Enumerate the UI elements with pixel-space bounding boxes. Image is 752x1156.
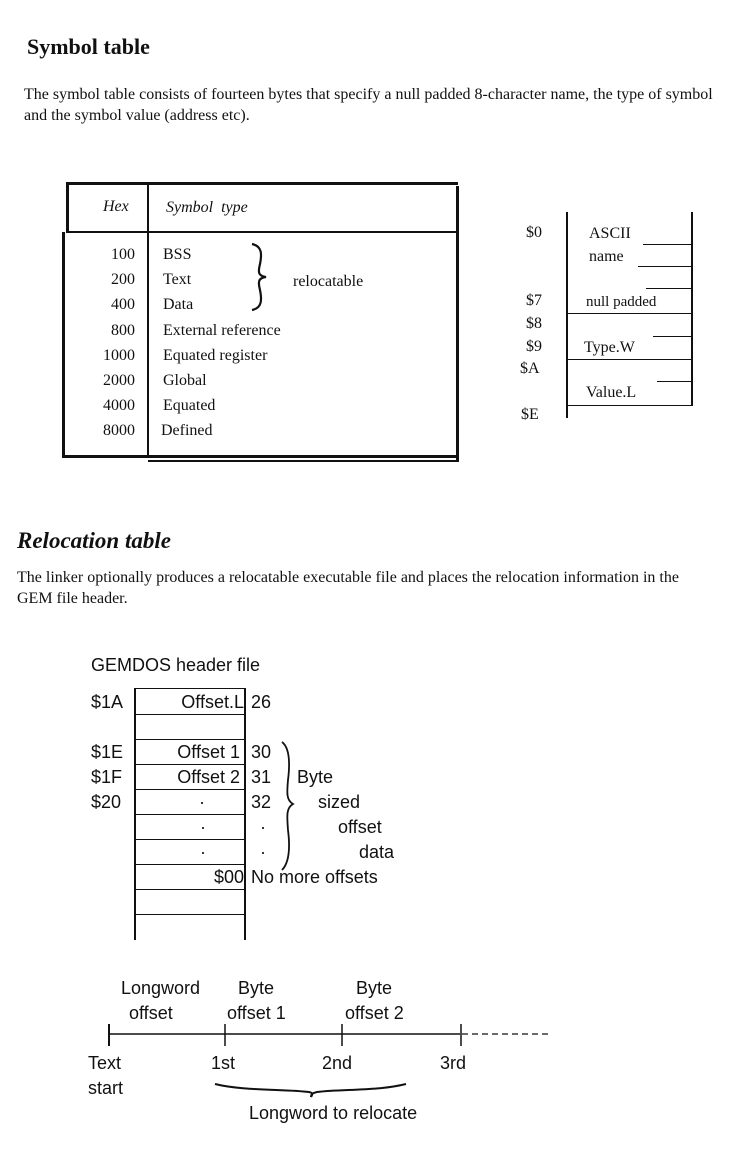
field-label: name bbox=[589, 248, 624, 265]
hex-cell: 4000 bbox=[103, 397, 135, 414]
header-offset-label: $1F bbox=[91, 767, 123, 787]
header-offset-label: $1E bbox=[91, 742, 124, 762]
header-cell: Offset 1 bbox=[177, 742, 240, 762]
type-cell: Defined bbox=[161, 422, 213, 439]
offset-label: $9 bbox=[526, 338, 542, 355]
relocatable-label: relocatable bbox=[293, 273, 364, 290]
type-cell: External reference bbox=[163, 322, 281, 339]
brace-word: offset bbox=[338, 817, 382, 837]
timeline-label: offset 1 bbox=[227, 1003, 286, 1023]
timeline-label: Byte bbox=[356, 978, 393, 998]
type-cell: Equated bbox=[163, 397, 216, 414]
field-label: ASCII bbox=[589, 225, 631, 242]
hex-cell: 800 bbox=[111, 322, 135, 339]
type-cell: BSS bbox=[163, 246, 192, 263]
offset-label: $0 bbox=[526, 224, 542, 241]
field-label: Value.L bbox=[586, 384, 637, 401]
header-cell: $00 bbox=[213, 867, 244, 887]
diagram-title: GEMDOS header file bbox=[91, 655, 261, 675]
hex-header: Hex bbox=[103, 198, 129, 215]
header-cell: · bbox=[199, 792, 205, 812]
header-cell: · bbox=[200, 842, 206, 862]
hex-cell: 400 bbox=[111, 296, 135, 313]
type-cell: Data bbox=[163, 296, 194, 313]
type-cell: Equated register bbox=[163, 347, 268, 364]
timeline-label: Longword bbox=[121, 978, 201, 998]
timeline-label: 3rd bbox=[440, 1053, 467, 1073]
decimal-offset: · bbox=[260, 817, 266, 837]
symbol-table-heading: Symbol table bbox=[27, 34, 150, 59]
type-cell: Global bbox=[163, 372, 207, 389]
type-cell: Text bbox=[163, 271, 192, 288]
brace-word: sized bbox=[318, 792, 361, 812]
header-offset-label: $1A bbox=[91, 692, 124, 712]
decimal-offset: 31 bbox=[251, 767, 272, 787]
header-offset-label: $20 bbox=[91, 792, 122, 812]
decimal-offset: 32 bbox=[251, 792, 272, 812]
longword-caption: Longword to relocate bbox=[249, 1103, 418, 1123]
timeline-label: offset 2 bbox=[345, 1003, 404, 1023]
timeline-label: 1st bbox=[211, 1053, 236, 1073]
hex-cell: 2000 bbox=[103, 372, 135, 389]
hex-cell: 100 bbox=[111, 246, 135, 263]
relocation-table-paragraph: The linker optionally produces a relocatable executable file and places the relocation information in the GEM file header. bbox=[17, 569, 679, 607]
symbol-table-paragraph: The symbol table consists of fourteen bytes that specify a null padded 8-character name, the type of symbol and the symbol value (address etc). bbox=[24, 86, 713, 124]
symbol-type-header: Symbol type bbox=[166, 199, 248, 216]
hex-cell: 200 bbox=[111, 271, 135, 288]
field-label: null padded bbox=[586, 294, 657, 310]
brace-word: Byte bbox=[297, 767, 334, 787]
timeline-label: 2nd bbox=[322, 1053, 353, 1073]
relocation-table-heading: Relocation table bbox=[17, 528, 171, 553]
field-label: Type.W bbox=[584, 339, 635, 356]
decimal-offset: 26 bbox=[251, 692, 272, 712]
header-cell: Offset 2 bbox=[177, 767, 240, 787]
byte-data-brace bbox=[280, 740, 296, 872]
timeline-axis bbox=[100, 1020, 560, 1050]
timeline-label: start bbox=[88, 1078, 124, 1098]
timeline-label: Byte bbox=[238, 978, 275, 998]
timeline-label: Text bbox=[88, 1053, 122, 1073]
timeline-label: offset bbox=[129, 1003, 173, 1023]
relocatable-brace bbox=[248, 242, 272, 312]
offset-label: $7 bbox=[526, 292, 542, 309]
no-more-offsets-label: No more offsets bbox=[251, 867, 378, 887]
decimal-offset: 30 bbox=[251, 742, 272, 762]
decimal-offset: · bbox=[260, 842, 266, 862]
offset-label: $E bbox=[521, 406, 539, 423]
header-cell: Offset.L bbox=[181, 692, 244, 712]
offset-label: $A bbox=[520, 360, 540, 377]
hex-cell: 1000 bbox=[103, 347, 135, 364]
offset-label: $8 bbox=[526, 315, 542, 332]
hex-cell: 8000 bbox=[103, 422, 135, 439]
longword-brace bbox=[213, 1081, 408, 1099]
brace-word: data bbox=[359, 842, 395, 862]
header-cell: · bbox=[200, 817, 206, 837]
